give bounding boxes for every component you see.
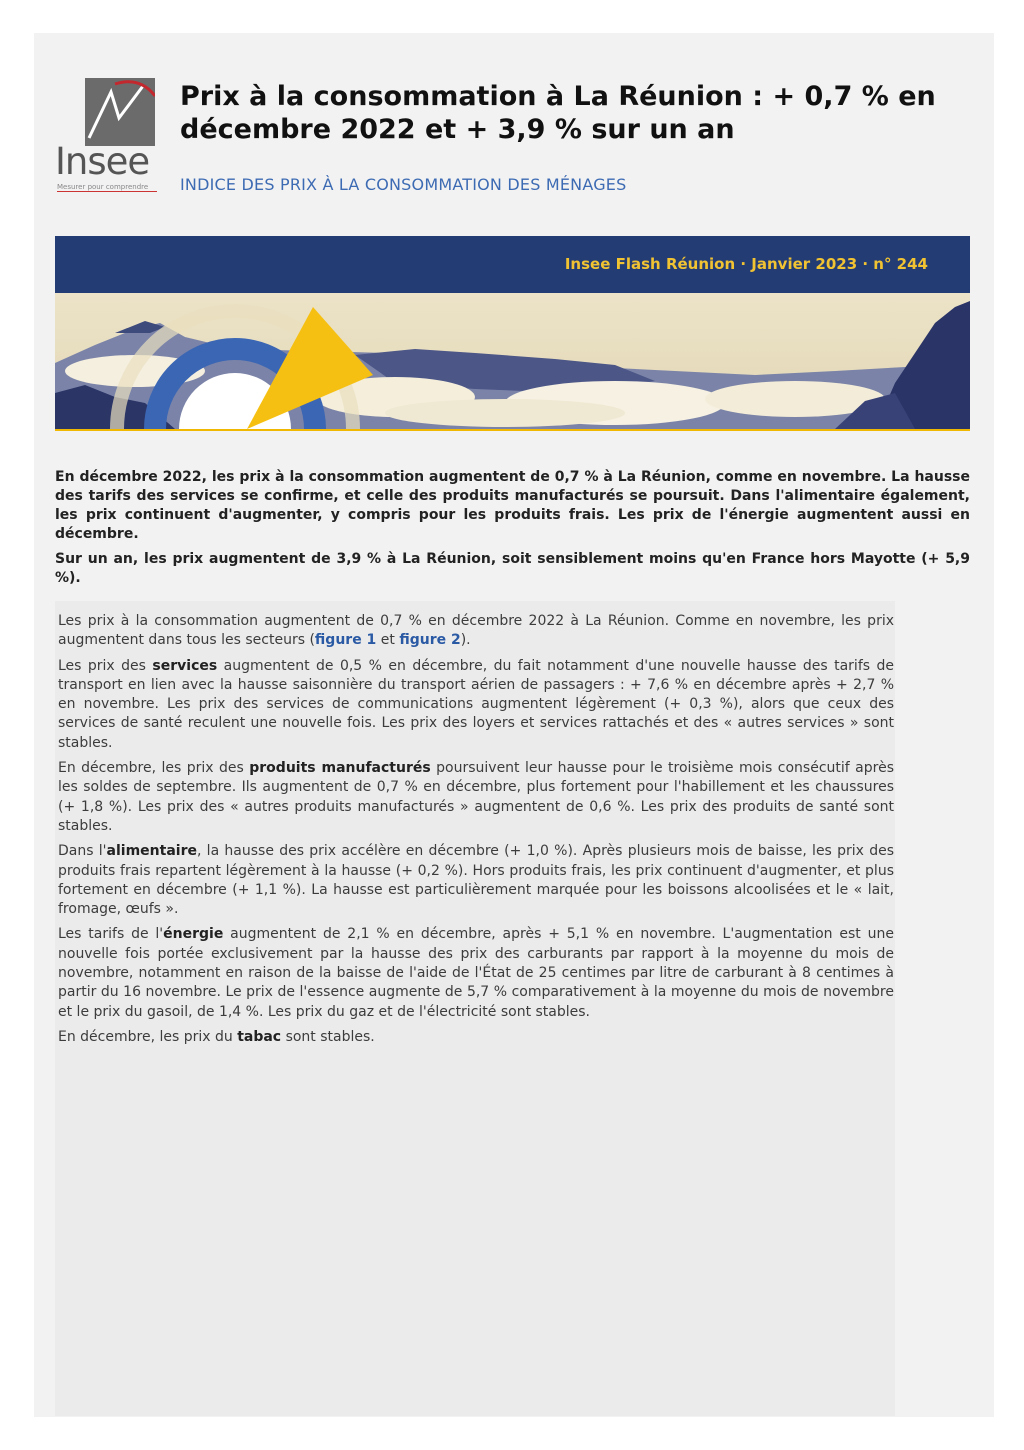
banner-image xyxy=(55,293,970,431)
body-paragraph-energy xyxy=(58,925,894,1021)
publication-reference: Insee Flash Réunion · Janvier 2023 · n° 244 xyxy=(564,255,928,273)
keyword-energy: énergie xyxy=(163,926,224,943)
text-run: Les tarifs de l' xyxy=(58,926,164,943)
text-run: ). xyxy=(460,632,471,649)
text-run: En décembre, les prix des xyxy=(58,760,250,777)
body-paragraph-tobacco xyxy=(58,1028,894,1047)
lead-paragraph-2: Sur un an, les prix augmentent de 3,9 % à La Réunion, soit sensiblement moins qu'en France hors Mayotte (+ 5,9 %). xyxy=(55,551,970,586)
lead-summary xyxy=(55,468,970,594)
insee-logo[interactable] xyxy=(55,78,157,196)
lead-paragraph-1: En décembre 2022, les prix à la consommation augmentent de 0,7 % à La Réunion, comme en novembre. La hausse des tarifs des services se confirme, et celle des produits manufacturés se poursuit. Dans l'alimentaire également, les prix continuent d'augmenter, y compris pour les produits frais. Les prix de l'énergie augmentent aussi en décembre. xyxy=(55,469,970,542)
text-run: Les prix à la consommation augmentent de 0,7 % en décembre 2022 à La Réunion. Comme en novembre, les prix augmentent dans tous les secteurs ( xyxy=(58,613,894,649)
body-paragraph-overview xyxy=(58,612,894,651)
text-run: poursuivent leur hausse pour le troisième mois consécutif après les soldes de septembre. Ils augmentent de 0,7 % en décembre, plus fortement pour l'habillement et les chaussures (+ 1,8 %). Les prix des « autres produits manufacturés » augmentent de 0,6 %. Les prix des produits de santé sont stables. xyxy=(58,760,894,834)
logo-wordmark: Insee xyxy=(55,140,150,183)
page-subtitle: INDICE DES PRIX À LA CONSOMMATION DES MÉNAGES xyxy=(180,175,627,194)
figure-1-link[interactable]: figure 1 xyxy=(314,632,377,649)
text-run: Les prix des xyxy=(58,657,153,674)
body-paragraph-manufactured xyxy=(58,759,894,836)
text-run: augmentent de 2,1 % en décembre, après + 5,1 % en novembre. L'augmentation est une nouvelle fois portée exclusivement par la hausse des prix des carburants par rapport à la moyenne du mois de novembre, notamment en raison de la baisse de l'aide de l'État de 25 centimes par litre de carburant à 8 centimes à partir du 16 novembre. Le prix de l'essence augmente de 5,7 % comparativement à la moyenne du mois de novembre et le prix du gasoil, de 1,4 %. Les prix du gaz et de l'électricité sont stables. xyxy=(58,926,894,1020)
text-run: sont stables. xyxy=(281,1028,375,1045)
text-run: augmentent de 0,5 % en décembre, du fait notamment d'une nouvelle hausse des tarifs de transport en lien avec la hausse saisonnière du transport aérien de passagers : + 7,6 % en décembre après + 2,7 % en novembre. Les prix des services de communications augmentent légèrement (+ 0,3 %), alors que ceux des services de santé reculent une nouvelle fois. Les prix des loyers et services rattachés et des « autres services » sont stables. xyxy=(58,657,894,751)
body-paragraph-services xyxy=(58,657,894,753)
publication-band xyxy=(55,236,970,293)
text-run: Dans l' xyxy=(58,843,107,860)
figure-2-link[interactable]: figure 2 xyxy=(399,632,461,649)
keyword-manufactured-products: produits manufacturés xyxy=(249,760,431,777)
keyword-food: alimentaire xyxy=(106,843,197,860)
keyword-tobacco: tabac xyxy=(237,1028,282,1045)
keyword-services: services xyxy=(152,657,218,674)
text-run: et xyxy=(376,632,400,649)
logo-tagline: Mesurer pour comprendre xyxy=(57,183,157,192)
text-run: En décembre, les prix du xyxy=(58,1028,238,1045)
text-run: , la hausse des prix accélère en décembre (+ 1,0 %). Après plusieurs mois de baisse, les prix des produits frais repartent légèrement à la hausse (+ 0,2 %). Hors produits frais, les prix continuent d'augmenter, et plus fortement en décembre (+ 1,1 %). La hausse est particulièrement marquée pour les boissons alcoolisées et le « lait, fromage, œufs ». xyxy=(58,843,894,918)
page-title: Prix à la consommation à La Réunion : + 0,7 % en décembre 2022 et + 3,9 % sur un an xyxy=(180,81,936,145)
body-paragraph-food xyxy=(58,842,894,919)
insee-logo-icon xyxy=(85,78,155,146)
article-body xyxy=(58,612,894,1053)
banner-landscape-illustration xyxy=(55,293,970,429)
